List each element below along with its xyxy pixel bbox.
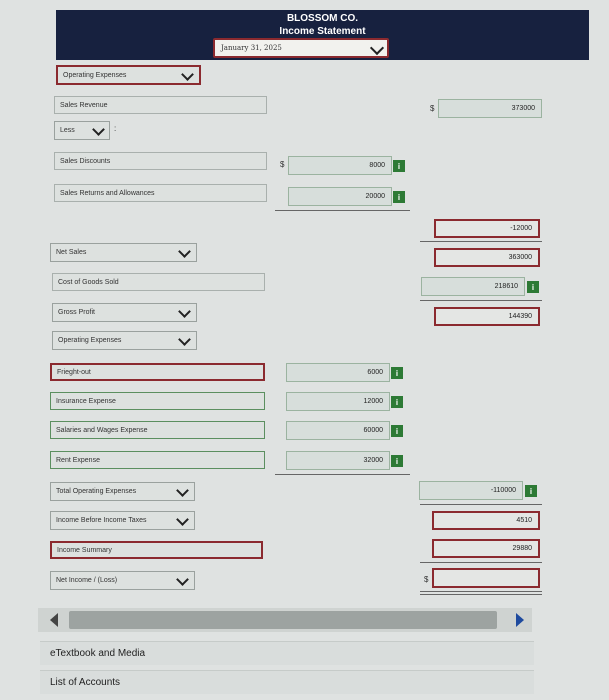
net-sales-amount[interactable] <box>434 248 540 267</box>
chevron-down-icon <box>176 513 189 526</box>
sales-revenue-field[interactable] <box>54 96 267 114</box>
total-opex-amount[interactable] <box>419 481 523 500</box>
date-select-value: January 31, 2025 <box>221 44 282 52</box>
info-icon[interactable]: i <box>527 281 539 293</box>
amount-value: 373000 <box>511 105 535 112</box>
salaries-amount[interactable] <box>286 421 390 440</box>
select-value: Operating Expenses <box>63 71 127 79</box>
double-rule <box>420 591 542 592</box>
gross-profit-select[interactable] <box>52 303 197 322</box>
amount-value: 60000 <box>363 427 383 434</box>
dollar-sign: $ <box>280 160 285 169</box>
total-rule <box>420 241 542 242</box>
dollar-sign: $ <box>430 104 435 113</box>
list-of-accounts-link[interactable] <box>40 670 534 694</box>
gross-profit-amount[interactable] <box>434 307 540 326</box>
chevron-down-icon <box>181 68 194 81</box>
income-before-taxes-amount[interactable] <box>432 511 540 530</box>
etextbook-link[interactable] <box>40 641 534 665</box>
amount-value: 363000 <box>508 254 532 261</box>
chevron-down-icon <box>178 333 191 346</box>
info-icon[interactable]: i <box>391 425 403 437</box>
info-icon[interactable]: i <box>525 485 537 497</box>
insurance-amount[interactable] <box>286 392 390 411</box>
statement-title: Income Statement <box>279 26 366 37</box>
sales-discounts-field[interactable] <box>54 152 267 170</box>
amount-value: 4510 <box>516 517 532 524</box>
subtotal-rule <box>275 210 410 211</box>
field-value: Insurance Expense <box>56 397 116 405</box>
amount-value: -110000 <box>490 487 516 494</box>
info-icon[interactable]: i <box>393 191 405 203</box>
etextbook-label: eTextbook and Media <box>50 648 146 659</box>
net-income-amount[interactable] <box>432 568 540 588</box>
select-value: Total Operating Expenses <box>56 488 137 495</box>
operating-expenses-select[interactable] <box>52 331 197 350</box>
scrollbar-thumb[interactable] <box>69 611 497 629</box>
freight-out-field[interactable] <box>50 363 265 381</box>
field-value: Salaries and Wages Expense <box>56 426 148 434</box>
chevron-down-icon <box>370 41 384 55</box>
select-value: Income Before Income Taxes <box>56 517 147 524</box>
field-value: Sales Returns and Allowances <box>60 189 155 197</box>
subtotal-rule <box>275 474 410 475</box>
select-value: Net Income / (Loss) <box>56 577 118 584</box>
chevron-down-icon <box>178 245 191 258</box>
net-sales-select[interactable] <box>50 243 197 262</box>
sales-discounts-amount[interactable] <box>288 156 392 175</box>
chevron-down-icon <box>176 573 189 586</box>
rent-field[interactable] <box>50 451 265 469</box>
select-value: Operating Expenses <box>58 337 122 344</box>
info-icon[interactable]: i <box>391 455 403 467</box>
amount-value: -12000 <box>510 225 532 232</box>
sales-returns-field[interactable] <box>54 184 267 202</box>
field-value: Rent Expense <box>56 456 100 464</box>
info-icon[interactable]: i <box>391 367 403 379</box>
less-total-amount[interactable] <box>434 219 540 238</box>
field-value: Sales Revenue <box>60 101 108 109</box>
chevron-down-icon <box>178 305 191 318</box>
company-name: BLOSSOM CO. <box>286 13 359 24</box>
select-value: Less <box>60 127 75 134</box>
list-of-accounts-label: List of Accounts <box>50 677 121 688</box>
select-value: Net Sales <box>56 249 87 256</box>
salaries-field[interactable] <box>50 421 265 439</box>
dollar-sign: $ <box>424 575 429 584</box>
sales-revenue-amount[interactable] <box>438 99 542 118</box>
colon-separator: : <box>114 124 117 133</box>
income-before-taxes-select[interactable] <box>50 511 195 530</box>
amount-value: 32000 <box>363 457 383 464</box>
amount-value: 144390 <box>508 313 532 320</box>
field-value: Income Summary <box>57 546 112 554</box>
chevron-down-icon <box>92 123 105 136</box>
field-value: Sales Discounts <box>60 157 111 165</box>
scroll-right-arrow-icon[interactable] <box>516 613 524 627</box>
freight-out-amount[interactable] <box>286 363 390 382</box>
cogs-field[interactable] <box>52 273 265 291</box>
field-value: Cost of Goods Sold <box>58 278 119 286</box>
income-summary-amount[interactable] <box>432 539 540 558</box>
sales-returns-amount[interactable] <box>288 187 392 206</box>
amount-value: 29880 <box>512 545 532 552</box>
info-icon[interactable]: i <box>391 396 403 408</box>
total-opex-select[interactable] <box>50 482 195 501</box>
rent-amount[interactable] <box>286 451 390 470</box>
amount-value: 8000 <box>369 162 385 169</box>
operating-expenses-select-top[interactable] <box>56 65 201 85</box>
cogs-amount[interactable] <box>421 277 525 296</box>
double-rule <box>420 594 542 595</box>
total-rule <box>420 562 542 563</box>
amount-value: 12000 <box>363 398 383 405</box>
info-icon[interactable]: i <box>393 160 405 172</box>
income-summary-field[interactable] <box>50 541 263 559</box>
total-rule <box>420 504 542 505</box>
total-rule <box>420 300 542 301</box>
net-income-select[interactable] <box>50 571 195 590</box>
insurance-field[interactable] <box>50 392 265 410</box>
less-select[interactable] <box>54 121 110 140</box>
scroll-left-arrow-icon[interactable] <box>50 613 58 627</box>
chevron-down-icon <box>176 484 189 497</box>
amount-value: 20000 <box>365 193 385 200</box>
field-value: Frieght-out <box>57 368 91 376</box>
date-select[interactable] <box>213 38 389 58</box>
amount-value: 218610 <box>494 283 518 290</box>
amount-value: 6000 <box>367 369 383 376</box>
select-value: Gross Profit <box>58 309 95 316</box>
